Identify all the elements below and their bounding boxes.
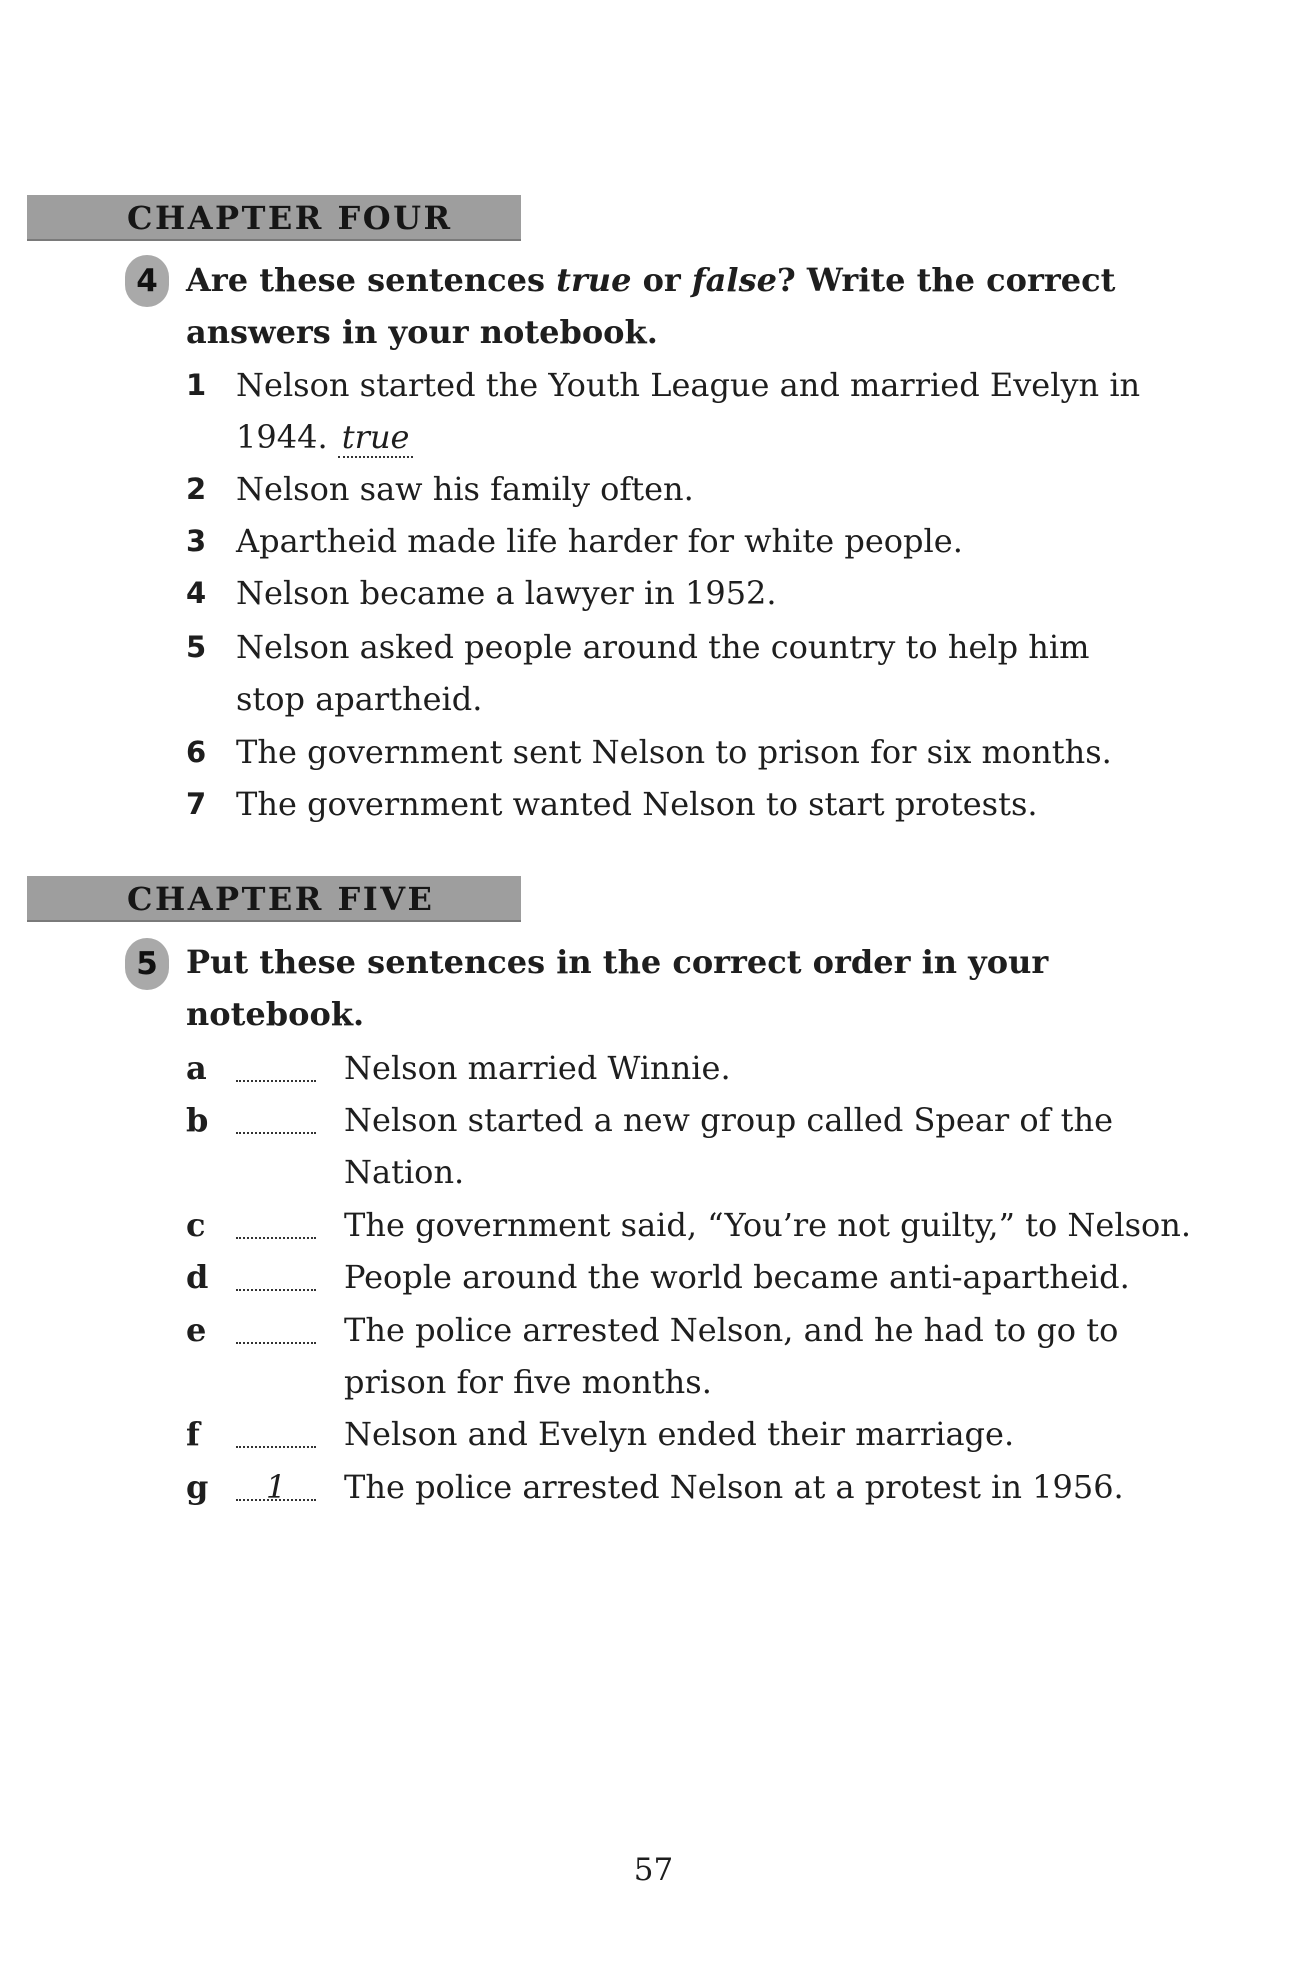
item-text: Nelson and Evelyn ended their marriage. xyxy=(344,1415,1015,1453)
item-number: 7 xyxy=(186,787,207,821)
item-text: The government sent Nelson to prison for six months. xyxy=(236,733,1112,771)
answer-true: true xyxy=(338,418,414,458)
instruction-true: true xyxy=(556,261,632,299)
item-text: Apartheid made life harder for white people. xyxy=(236,522,963,560)
item-text: The police arrested Nelson, and he had to go to prison for five months. xyxy=(344,1311,1119,1401)
item-letter: b xyxy=(186,1101,209,1139)
item-text: People around the world became anti-apartheid. xyxy=(344,1258,1130,1296)
item-letter: g xyxy=(186,1468,209,1506)
item-text: The police arrested Nelson at a protest in 1956. xyxy=(344,1468,1124,1506)
item-letter: a xyxy=(186,1049,207,1087)
item-number: 2 xyxy=(186,472,207,506)
item-text: The government said, “You’re not guilty,” to Nelson. xyxy=(344,1206,1192,1244)
instruction-text: Are these sentences xyxy=(186,261,557,299)
item-number: 5 xyxy=(186,630,207,664)
instruction-or: or xyxy=(631,261,692,299)
answer-blank xyxy=(236,1042,316,1082)
item-text: Nelson started the Youth League and married Evelyn in 1944. true xyxy=(236,366,1141,456)
exercise-5-badge: 5 xyxy=(125,938,169,990)
item-text: Nelson married Winnie. xyxy=(344,1049,731,1087)
answer-blank xyxy=(236,1408,316,1448)
item-number: 1 xyxy=(186,368,207,402)
instruction-text-rest: ? Write the correct answers in your notebook. xyxy=(186,261,1116,351)
answer-blank: 1 xyxy=(236,1461,316,1501)
item-text: Nelson asked people around the country to help him stop apartheid. xyxy=(236,628,1090,718)
item-letter: f xyxy=(186,1415,200,1453)
chapter-four-heading: CHAPTER FOUR xyxy=(27,195,521,241)
item-letter: c xyxy=(186,1206,206,1244)
exercise-4-badge: 4 xyxy=(125,255,169,307)
answer-blank xyxy=(236,1094,316,1134)
exercise-5-instruction: Put these sentences in the correct order in your notebook. xyxy=(186,943,1049,1033)
item-number: 3 xyxy=(186,524,207,558)
item-text: Nelson started a new group called Spear of the Nation. xyxy=(344,1101,1114,1191)
item-letter: d xyxy=(186,1258,209,1296)
instruction-false: false xyxy=(691,261,777,299)
exercise-4-instruction xyxy=(186,254,1186,358)
item-letter: e xyxy=(186,1311,207,1349)
page-number: 57 xyxy=(633,1852,674,1888)
list-item xyxy=(186,359,1236,463)
chapter-five-heading: CHAPTER FIVE xyxy=(27,876,521,922)
item-number: 6 xyxy=(186,735,207,769)
answer-blank xyxy=(236,1251,316,1291)
answer-blank xyxy=(236,1199,316,1239)
item-number: 4 xyxy=(186,576,207,610)
answer-blank xyxy=(236,1304,316,1344)
item-text: The government wanted Nelson to start protests. xyxy=(236,785,1038,823)
item-text: Nelson became a lawyer in 1952. xyxy=(236,574,777,612)
item-text: Nelson saw his family often. xyxy=(236,470,694,508)
